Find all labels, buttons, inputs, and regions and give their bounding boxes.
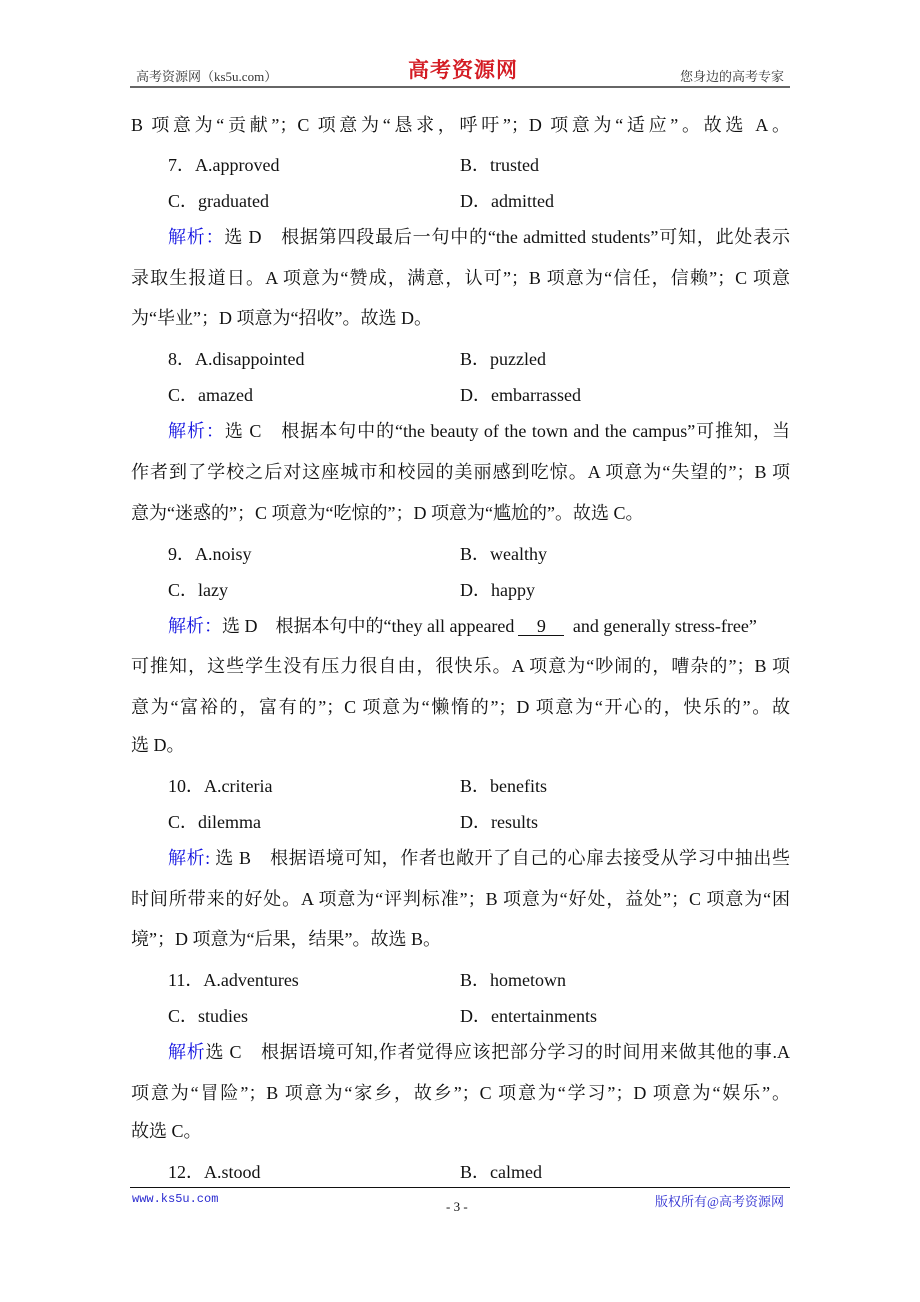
explanation-line — [168, 1041, 790, 1063]
option-b: B．benefits — [460, 776, 547, 796]
explanation-text: 境”；D 项意为“后果，结果”。故选 B。 — [131, 929, 441, 949]
explanation-line — [131, 307, 790, 329]
explanation-line — [131, 696, 790, 718]
option-d: D．embarrassed — [460, 385, 581, 405]
question-number: 7． — [168, 155, 195, 175]
option-b: B．trusted — [460, 155, 539, 175]
explanation-line — [131, 267, 790, 289]
option-a — [168, 1161, 261, 1183]
option-a — [168, 348, 305, 370]
option-a-text: A.disappointed — [195, 349, 305, 369]
option-c: C．graduated — [168, 191, 269, 211]
option-b: B．puzzled — [460, 349, 546, 369]
explanation-label: 解析： — [168, 616, 222, 636]
explanation-text: 选 C 根据本句中的“the beauty of the town and the campus”可推知，当 — [224, 421, 791, 441]
explanation-line — [131, 502, 790, 524]
option-c: C．amazed — [168, 385, 253, 405]
option-b: B．calmed — [460, 1162, 542, 1182]
explanation-text: 意为“迷惑的”；C 项意为“吃惊的”；D 项意为“尴尬的”。故选 C。 — [131, 503, 644, 523]
option-b: B．hometown — [460, 970, 566, 990]
option-c: C．lazy — [168, 580, 228, 600]
explanation-text: 选 B 根据语境可知，作者也敞开了自己的心扉去接受从学习中抽出些 — [210, 848, 790, 868]
option-a — [168, 969, 299, 991]
explanation-label: 解析： — [168, 421, 225, 441]
intro-line: B 项意为“贡献”；C 项意为“恳求，呼吁”；D 项意为“适应”。故选 A。 — [131, 115, 790, 135]
explanation-line — [131, 655, 790, 677]
option-a-text: A.criteria — [204, 776, 273, 796]
footer-link[interactable]: www.ks5u.com — [132, 1192, 219, 1206]
explanation-line — [168, 420, 790, 442]
explanation-text: 时间所带来的好处。A 项意为“评判标准”；B 项意为“好处，益处”；C 项意为“困 — [131, 889, 790, 909]
explanation-text: 选 D。 — [131, 735, 185, 755]
option-a-text: A.adventures — [203, 970, 299, 990]
header-logo: 高考资源网 — [408, 58, 518, 82]
explanation-text: 可推知，这些学生没有压力很自由，很快乐。A 项意为“吵闹的，嘈杂的”；B 项 — [131, 656, 790, 676]
question-number: 11． — [168, 970, 204, 990]
header-divider — [130, 86, 790, 88]
explanation-text: 选 D 根据本句中的“they all appeared — [222, 616, 515, 636]
explanation-text: 意为“富裕的，富有的”；C 项意为“懒惰的”；D 项意为“开心的，快乐的”。故 — [131, 697, 790, 717]
explanation-line — [131, 734, 790, 756]
explanation-text: 为“毕业”；D 项意为“招收”。故选 D。 — [131, 308, 432, 328]
explanation-line — [168, 615, 790, 637]
header-site-name: 高考资源网（ks5u.com） — [136, 69, 278, 84]
footer-copyright: 版权所有@高考资源网 — [655, 1194, 784, 1209]
header-slogan: 您身边的高考专家 — [679, 69, 784, 84]
explanation-label: 解析 — [168, 1042, 206, 1062]
explanation-text: 选 D 根据第四段最后一句中的“the admitted students”可知，此处表示 — [224, 227, 791, 247]
explanation-text: 作者到了学校之后对这座城市和校园的美丽感到吃惊。A 项意为“失望的”；B 项 — [131, 462, 790, 482]
option-d: D．results — [460, 812, 538, 832]
footer-divider — [130, 1187, 790, 1188]
question-number: 12． — [168, 1162, 204, 1182]
explanation-line — [131, 888, 790, 910]
explanation-line — [131, 1082, 790, 1104]
option-c: C．studies — [168, 1006, 249, 1026]
option-d: D．entertainments — [460, 1006, 597, 1026]
option-b: B．wealthy — [460, 544, 547, 564]
option-a-text: A.approved — [195, 155, 280, 175]
question-number: 10． — [168, 776, 204, 796]
explanation-text: 项意为“冒险”；B 项意为“家乡，故乡”；C 项意为“学习”；D 项意为“娱乐”。 — [131, 1083, 790, 1103]
question-number: 9． — [168, 544, 195, 564]
option-c: C．dilemma — [168, 812, 261, 832]
option-a — [168, 543, 252, 565]
explanation-text: and generally stress-free” — [568, 616, 757, 636]
explanation-line — [131, 1120, 790, 1142]
question-number: 8． — [168, 349, 195, 369]
option-d: D．happy — [460, 580, 535, 600]
explanation-line — [168, 226, 790, 248]
explanation-label: 解析: — [168, 848, 211, 868]
explanation-text: 录取生报道日。A 项意为“赞成，满意，认可”；B 项意为“信任，信赖”；C 项意 — [131, 268, 790, 288]
option-a-text: A.stood — [204, 1162, 261, 1182]
option-a-text: A.noisy — [195, 544, 252, 564]
explanation-text: 选 C 根据语境可知,作者觉得应该把部分学习的时间用来做其他的事.A — [205, 1042, 790, 1062]
page-number: - 3 - — [446, 1199, 468, 1214]
explanation-text: 故选 C。 — [131, 1121, 202, 1141]
explanation-line — [168, 847, 790, 869]
option-a — [168, 154, 279, 176]
option-d: D．admitted — [460, 191, 554, 211]
explanation-label: 解析： — [168, 227, 225, 247]
answer-blank: 9 — [518, 617, 564, 636]
explanation-line — [131, 461, 790, 483]
explanation-line — [131, 928, 790, 950]
option-a — [168, 775, 272, 797]
